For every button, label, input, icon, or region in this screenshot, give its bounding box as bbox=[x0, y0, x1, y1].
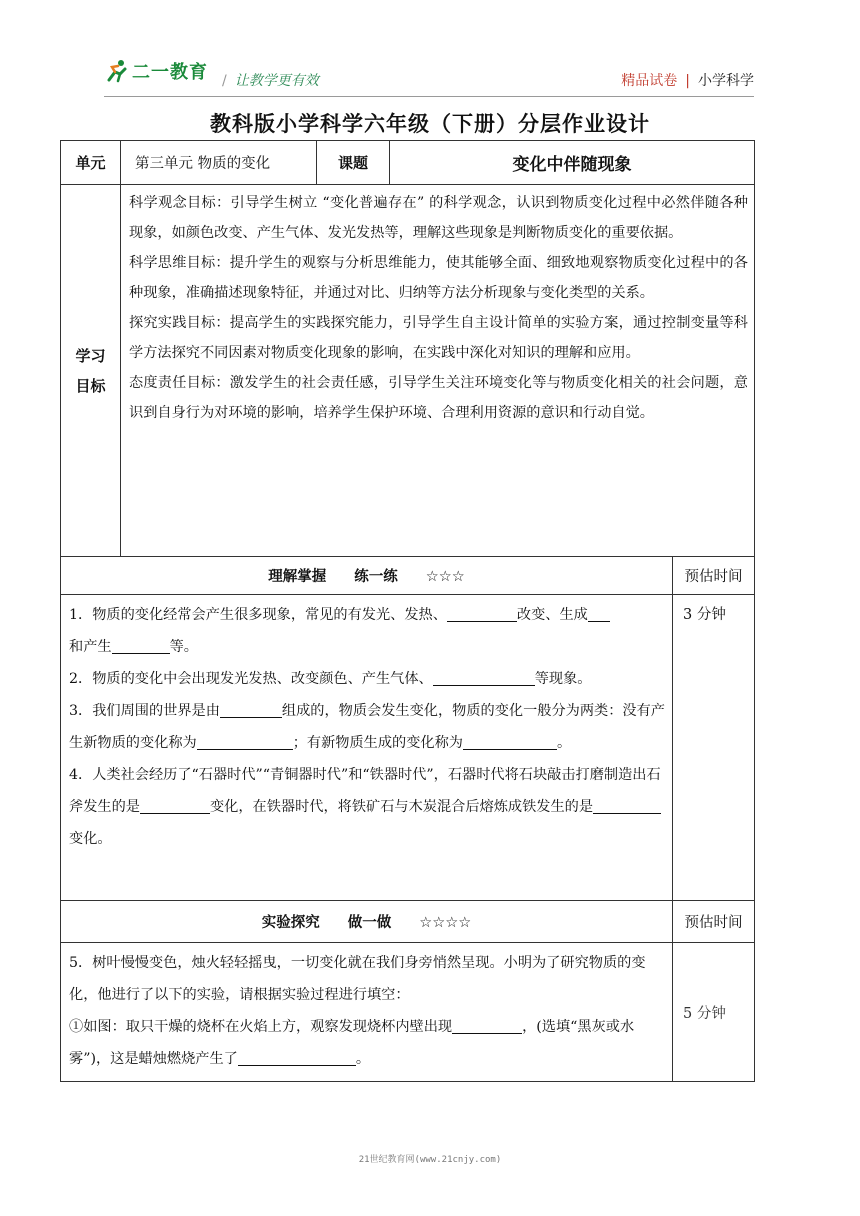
document-title: 教科版小学科学六年级（下册）分层作业设计 bbox=[210, 112, 650, 136]
section2-est-label: 预估时间 bbox=[673, 901, 755, 943]
page-footer: 21世纪教育网(www.21cnjy.com) bbox=[358, 1155, 502, 1165]
slogan: / 让教学更有效 bbox=[222, 73, 319, 89]
header-right bbox=[621, 70, 754, 90]
goal-attitude: 态度责任目标：激发学生的社会责任感，引导学生关注环境变化等与物质变化相关的社会问题，意识到自身行为对环境的影响，培养学生保护环境、合理利用资源的意识和行动自觉。 bbox=[129, 375, 748, 421]
blank-input[interactable] bbox=[220, 699, 282, 718]
blank-input[interactable] bbox=[433, 667, 535, 686]
header-separator: | bbox=[685, 73, 690, 89]
goals-label-line2: 目标 bbox=[75, 376, 106, 395]
section1-title-a: 理解掌握 bbox=[268, 569, 327, 585]
info-row bbox=[61, 141, 755, 185]
question-2: 2．物质的变化中会出现发光发热、改变颜色、产生气体、 等现象。 bbox=[69, 663, 666, 695]
subject-label: 小学科学 bbox=[698, 73, 754, 89]
section1-title bbox=[61, 557, 673, 595]
blank-input[interactable] bbox=[197, 731, 293, 750]
blank-input[interactable] bbox=[238, 1047, 356, 1066]
section2-header-row bbox=[61, 901, 755, 943]
logo bbox=[104, 58, 208, 84]
goal-thinking: 科学思维目标：提升学生的观察与分析思维能力，使其能够全面、细致地观察物质变化过程中的各种现象，准确描述现象特征，并通过对比、归纳等方法分析现象与变化类型的关系。 bbox=[129, 255, 748, 301]
goals-content bbox=[121, 185, 755, 557]
question-4: 4．人类社会经历了“石器时代”“青铜器时代”和“铁器时代”，石器时代将石块敲击打磨制造出石斧发生的是 变化，在铁器时代，将铁矿石与木炭混合后熔炼成铁发生的是变化。 bbox=[69, 767, 661, 847]
goals-label-line1: 学习 bbox=[75, 346, 106, 365]
goals-row bbox=[61, 185, 755, 557]
runner-icon bbox=[104, 58, 130, 84]
section2-title bbox=[61, 901, 673, 943]
header-divider bbox=[104, 96, 754, 97]
goals-label bbox=[61, 185, 121, 557]
unit-value: 第三单元 物质的变化 bbox=[121, 141, 317, 185]
section1-body-row bbox=[61, 595, 755, 901]
section1-stars: ☆☆☆ bbox=[425, 569, 465, 585]
section2-time: 5 分钟 bbox=[673, 943, 755, 1082]
question-1: 1．物质的变化经常会产生很多现象，常见的有发光、发热、 改变、生成 和产生 等。 bbox=[69, 599, 666, 663]
unit-label: 单元 bbox=[61, 141, 121, 185]
blank-input[interactable] bbox=[463, 731, 557, 750]
slogan-text: 让教学更有效 bbox=[234, 73, 319, 89]
lesson-label: 课题 bbox=[317, 141, 390, 185]
section2-title-a: 实验探究 bbox=[261, 915, 320, 931]
section2-title-b: 做一做 bbox=[347, 915, 392, 931]
section2-questions bbox=[61, 943, 673, 1082]
blank-input[interactable] bbox=[588, 603, 610, 622]
goal-concept: 科学观念目标：引导学生树立 “变化普遍存在” 的科学观念，认识到物质变化过程中必然伴随各种现象，如颜色改变、产生气体、发光发热等，理解这些现象是判断物质变化的重要依据。 bbox=[129, 195, 748, 241]
blank-input[interactable] bbox=[447, 603, 517, 622]
blank-input[interactable] bbox=[112, 635, 170, 654]
section2-stars: ☆☆☆☆ bbox=[419, 915, 472, 931]
lesson-title: 变化中伴随现象 bbox=[390, 141, 755, 185]
section1-title-b: 练一练 bbox=[354, 569, 398, 585]
blank-input[interactable] bbox=[452, 1015, 522, 1034]
section2-body-row bbox=[61, 943, 755, 1082]
section1-header-row bbox=[61, 557, 755, 595]
premium-tag: 精品试卷 bbox=[621, 73, 678, 89]
section1-est-label: 预估时间 bbox=[673, 557, 755, 595]
goal-practice: 探究实践目标：提高学生的实践探究能力，引导学生自主设计简单的实验方案，通过控制变量等科学方法探究不同因素对物质变化现象的影响，在实践中深化对知识的理解和应用。 bbox=[129, 315, 748, 361]
section1-time: 3 分钟 bbox=[673, 595, 755, 901]
logo-text: 二一教育 bbox=[132, 62, 208, 83]
section1-questions bbox=[61, 595, 673, 901]
blank-input[interactable] bbox=[593, 795, 661, 814]
blank-input[interactable] bbox=[140, 795, 210, 814]
worksheet-table bbox=[60, 140, 755, 1082]
question-5: 5．树叶慢慢变色，烛火轻轻摇曳，一切变化就在我们身旁悄然呈现。小明为了研究物质的变化，他进行了以下的实验，请根据实验过程进行填空： ①如图：取只干燥的烧杯在火焰上方，观察发现烧杯内壁出现 ，(选填“黑灰或水雾”)，这是蜡烛燃烧产生了 。 bbox=[69, 955, 646, 1067]
page-header bbox=[104, 58, 754, 98]
question-3: 3．我们周围的世界是由 组成的，物质会发生变化，物质的变化一般分为两类：没有产生新物质的变化称为 ；有新物质生成的变化称为 。 bbox=[69, 695, 666, 759]
